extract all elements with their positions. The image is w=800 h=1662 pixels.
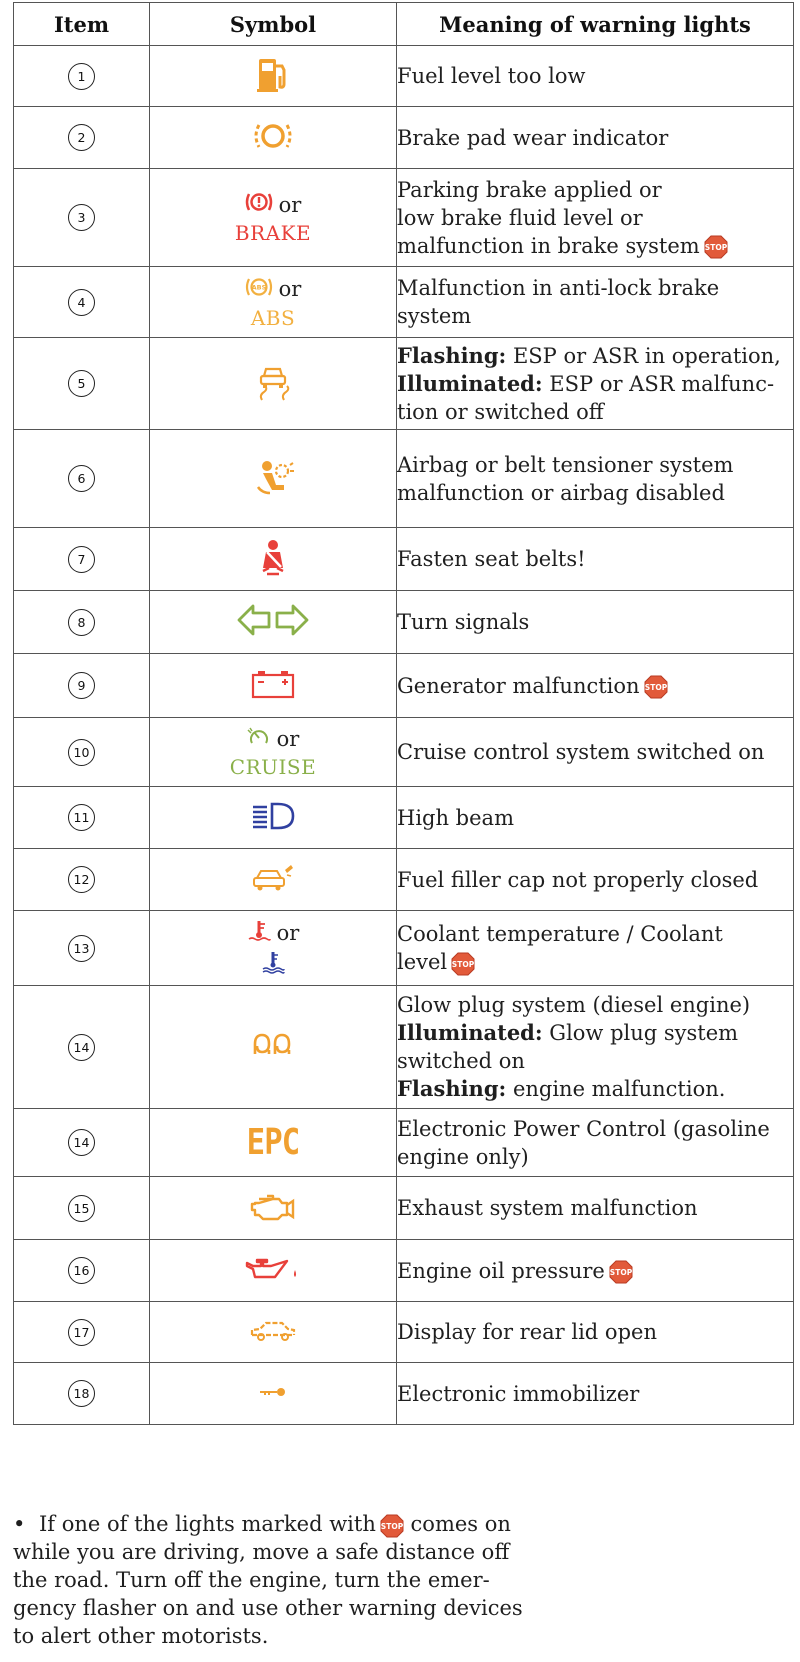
meaning-line: malfunction or airbag disabled: [397, 480, 725, 505]
high-beam-icon: [250, 816, 296, 835]
meaning-line: switched on: [397, 1049, 525, 1073]
meaning-line: engine only): [397, 1144, 529, 1169]
table-row: [14, 911, 794, 986]
item-number: 12: [68, 866, 95, 893]
meaning-cell: [397, 430, 794, 528]
epc-icon: EPC: [246, 1122, 300, 1163]
meaning-cell: [397, 338, 794, 430]
header-symbol: Symbol: [150, 3, 397, 46]
esp-skid-icon: [256, 387, 290, 406]
table-row: [14, 1302, 794, 1363]
glow-plug-icon: [250, 1045, 296, 1064]
abs-word: ABS: [250, 305, 296, 330]
fuel-pump-icon: [253, 79, 293, 98]
item-number: 2: [68, 124, 95, 151]
stop-icon: [609, 1260, 633, 1284]
meaning-cell: Fuel level too low: [397, 46, 794, 107]
engine-check-icon: [249, 1207, 297, 1226]
meaning-line: Flashing: ESP or ASR in operation,: [397, 342, 781, 368]
item-number: 4: [68, 289, 95, 316]
cruise-control-icon: [247, 726, 271, 753]
coolant-level-icon: [261, 950, 285, 978]
item-number: 11: [68, 804, 95, 831]
warning-lights-table: [13, 2, 794, 1425]
meaning-line: tion or switched off: [397, 399, 604, 424]
meaning-cell: Brake pad wear indicator: [397, 107, 794, 169]
item-number: 13: [68, 935, 95, 962]
meaning-cell: [397, 169, 794, 267]
battery-icon: [250, 685, 296, 704]
meaning-cell: Exhaust system malfunction: [397, 1177, 794, 1240]
item-number: 14: [68, 1034, 95, 1061]
or-label: or: [278, 192, 302, 217]
note-line: • If one of the lights marked with comes on: [13, 1512, 511, 1536]
meaning-cell: Generator malfunction: [397, 654, 794, 718]
table-row: [14, 849, 794, 911]
meaning-cell: Engine oil pressure: [397, 1240, 794, 1302]
meaning-cell: [397, 911, 794, 986]
meaning-line: Parking brake applied or: [397, 177, 662, 202]
item-number: 1: [68, 63, 95, 90]
item-number: 18: [68, 1380, 95, 1407]
meaning-line: Electronic Power Control (gasoline: [397, 1116, 770, 1141]
or-label: or: [278, 277, 302, 301]
bullet: •: [13, 1512, 26, 1536]
fuel-cap-icon: [251, 879, 295, 898]
turn-signals-icon: [235, 623, 311, 642]
meaning-line: Flashing: engine malfunction.: [397, 1076, 726, 1101]
table-row: [14, 430, 794, 528]
table-row: [14, 46, 794, 107]
meaning-cell: [397, 1109, 794, 1177]
meaning-line: malfunction in brake system: [397, 232, 793, 260]
table-row: [14, 169, 794, 267]
stop-note: [13, 1510, 533, 1650]
meaning-line: Coolant temperature / Coolant: [397, 922, 723, 946]
table-row: [14, 654, 794, 718]
meaning-cell: Fasten seat belts!: [397, 528, 794, 591]
table-row: [14, 107, 794, 169]
meaning-line: Illuminated: Glow plug system: [397, 1020, 739, 1045]
item-number: 6: [68, 465, 95, 492]
item-number: 15: [68, 1195, 95, 1222]
table-row: [14, 267, 794, 338]
note-line: the road. Turn off the engine, turn the emer-: [13, 1568, 490, 1592]
table-row: [14, 718, 794, 787]
table-row: [14, 986, 794, 1109]
stop-icon: [644, 675, 668, 699]
brake-word: BRAKE: [234, 221, 312, 245]
meaning-line: Glow plug system (diesel engine): [397, 993, 751, 1017]
stop-icon: [451, 952, 475, 976]
table-row: [14, 787, 794, 849]
parking-brake-icon: [245, 190, 273, 219]
item-number: 14: [68, 1129, 95, 1156]
cruise-word: CRUISE: [229, 754, 317, 779]
note-line: while you are driving, move a safe distance off: [13, 1540, 510, 1564]
meaning-line: level: [397, 948, 793, 976]
item-number: 5: [68, 370, 95, 397]
table-row: [14, 591, 794, 654]
brake-pad-wear-icon: [250, 139, 296, 158]
meaning-line: system: [397, 304, 472, 328]
table-row: [14, 338, 794, 430]
stop-icon: [704, 235, 728, 259]
meaning-cell: [397, 986, 794, 1109]
note-line: to alert other motorists.: [13, 1624, 269, 1648]
item-number: 17: [68, 1319, 95, 1346]
item-number: 8: [68, 609, 95, 636]
meaning-cell: Display for rear lid open: [397, 1302, 794, 1363]
meaning-line: Illuminated: ESP or ASR malfunc-: [397, 370, 775, 396]
meaning-cell: Electronic immobilizer: [397, 1363, 794, 1425]
item-number: 3: [68, 204, 95, 231]
abs-icon: [245, 275, 273, 304]
immobilizer-key-icon: [257, 1384, 289, 1403]
svg-text:ABS: ABS: [251, 283, 266, 291]
airbag-icon: [252, 482, 294, 501]
meaning-cell: Cruise control system switched on: [397, 718, 794, 787]
stop-icon: [380, 1514, 404, 1538]
table-row: [14, 1177, 794, 1240]
seat-belt-icon: [257, 561, 289, 580]
oil-can-icon: [243, 1270, 303, 1289]
rear-lid-open-icon: [248, 1330, 298, 1349]
coolant-temp-icon: [247, 919, 271, 948]
meaning-cell: [397, 267, 794, 338]
or-label: or: [276, 727, 300, 751]
item-number: 10: [68, 739, 95, 766]
table-row: [14, 1240, 794, 1302]
table-row: [14, 528, 794, 591]
item-number: 9: [68, 672, 95, 699]
header-meaning: Meaning of warning lights: [397, 3, 794, 46]
meaning-cell: Turn signals: [397, 591, 794, 654]
header-item: Item: [14, 3, 150, 46]
item-number: 16: [68, 1257, 95, 1284]
meaning-line: Airbag or belt tensioner system: [397, 452, 734, 477]
table-row: [14, 1109, 794, 1177]
table-row: [14, 1363, 794, 1425]
item-number: 7: [68, 546, 95, 573]
or-label: or: [276, 921, 300, 945]
meaning-cell: Fuel filler cap not properly closed: [397, 849, 794, 911]
table-header-row: [14, 3, 794, 46]
meaning-line: low brake fluid level or: [397, 205, 643, 230]
meaning-cell: High beam: [397, 787, 794, 849]
note-line: gency flasher on and use other warning devices: [13, 1596, 523, 1620]
meaning-line: Malfunction in anti-lock brake: [397, 276, 720, 300]
